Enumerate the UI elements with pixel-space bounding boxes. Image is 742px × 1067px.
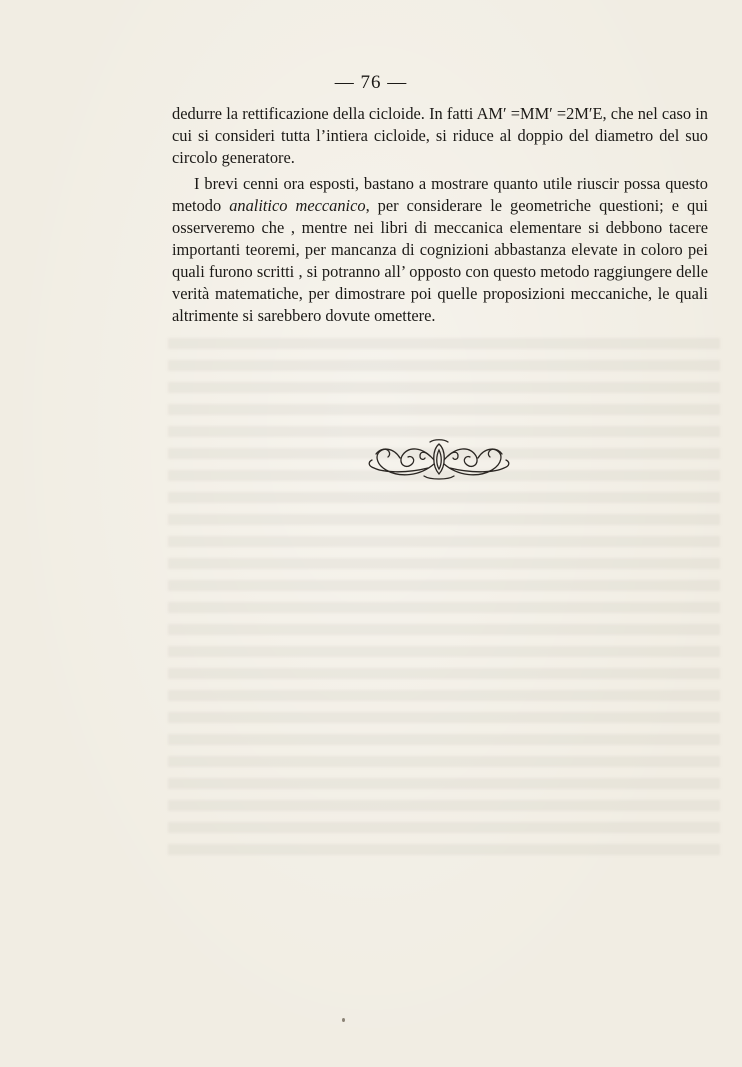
paragraph-2-emphasis: analitico meccanico <box>229 196 366 215</box>
paper-speck <box>342 1018 345 1022</box>
paragraph-2-before: I brevi cenni ora esposti, bastano a mostrare quanto utile riuscir possa questo metodo <box>172 174 708 215</box>
decorative-scroll-ornament-icon <box>364 436 514 484</box>
paragraph-2-after: , per considerare le geometriche questioni; e qui osserveremo che , mentre nei libri di meccanica elementare si debbono tacere importanti teoremi, per mancanza di cognizioni abbastanza elevate in coloro pei quali furono scritti , si potranno all’ opposto con questo metodo raggiungere delle verità matematiche, per dimostrare poi quelle proposizioni meccaniche, le quali altrimente si sarebbero dovute omettere. <box>172 196 708 325</box>
paragraph-1 <box>172 103 708 169</box>
body-text <box>172 103 708 327</box>
paragraph-2 <box>172 173 708 327</box>
bleed-through-shadow <box>168 338 720 858</box>
page-number: — 76 — <box>334 72 408 93</box>
paragraph-1-text: dedurre la rettificazione della cicloide. In fatti AM′ =MM′ =2M′E, che nel caso in cui si consideri tutta l’intiera cicloide, si riduce al doppio del diametro del suo circolo generatore. <box>172 104 708 167</box>
